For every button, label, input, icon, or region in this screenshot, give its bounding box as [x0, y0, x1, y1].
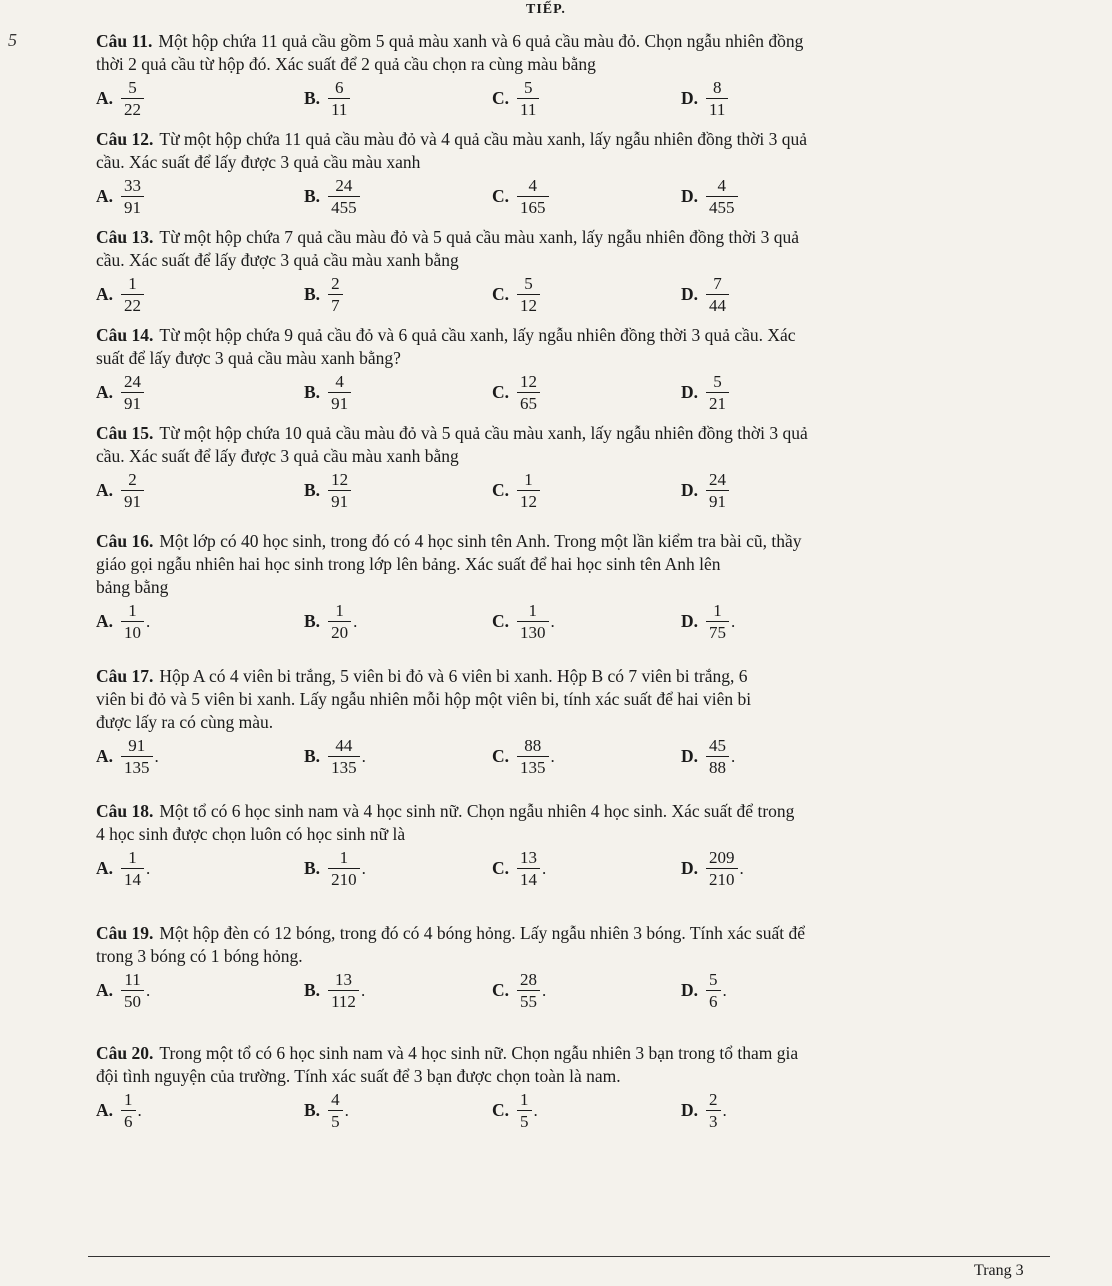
question-text [96, 30, 1046, 76]
option-letter: B. [304, 382, 321, 402]
numerator: 4 [528, 176, 538, 195]
question-15 [96, 422, 1046, 514]
fraction [121, 78, 144, 119]
question-text [96, 530, 1046, 599]
option-letter: C. [492, 858, 510, 878]
fraction [706, 736, 729, 777]
option-trailing-punct: . [722, 980, 727, 1000]
question-text [96, 922, 1046, 968]
fraction [328, 470, 351, 511]
numerator: 1 [335, 601, 344, 620]
option-trailing-punct: . [353, 611, 358, 631]
denominator: 91 [121, 490, 144, 511]
question-line: bảng bằng [96, 577, 169, 597]
option-letter: C. [492, 88, 510, 108]
option-a[interactable] [96, 470, 146, 511]
question-line: đội tình nguyện của trường. Tính xác suất để 3 bạn được chọn toàn là nam. [96, 1066, 621, 1086]
answer-options [96, 372, 1046, 416]
denominator: 10 [121, 621, 144, 642]
fraction [706, 274, 729, 315]
option-b[interactable] [304, 601, 357, 642]
question-number: Câu 20. [96, 1043, 154, 1063]
fraction [706, 601, 729, 642]
numerator: 88 [524, 736, 542, 755]
question-number: Câu 13. [96, 227, 154, 247]
question-12 [96, 128, 1046, 220]
option-letter: C. [492, 186, 510, 206]
denominator: 91 [706, 490, 729, 511]
denominator: 20 [328, 621, 351, 642]
numerator: 5 [128, 78, 137, 97]
fraction [328, 601, 351, 642]
fraction [706, 848, 738, 889]
numerator: 1 [524, 470, 533, 489]
option-a[interactable] [96, 176, 146, 217]
denominator: 14 [517, 868, 540, 889]
option-b[interactable] [304, 736, 366, 777]
option-b[interactable] [304, 470, 353, 511]
denominator: 50 [121, 990, 144, 1011]
option-letter: C. [492, 611, 510, 631]
denominator: 7 [328, 294, 343, 315]
option-a[interactable] [96, 78, 146, 119]
denominator: 44 [706, 294, 729, 315]
denominator: 3 [706, 1110, 721, 1131]
option-c[interactable] [492, 970, 546, 1011]
option-trailing-punct: . [550, 611, 555, 631]
numerator: 13 [335, 970, 352, 989]
fraction [121, 470, 144, 511]
denominator: 210 [328, 868, 360, 889]
fraction [517, 274, 540, 315]
option-letter: B. [304, 186, 321, 206]
numerator: 1 [128, 848, 137, 867]
option-letter: D. [681, 611, 699, 631]
answer-options [96, 601, 1046, 645]
question-20 [96, 1042, 1046, 1134]
fraction [517, 601, 549, 642]
fraction [517, 78, 539, 119]
option-trailing-punct: . [146, 858, 151, 878]
answer-options [96, 736, 1046, 780]
option-trailing-punct: . [146, 980, 151, 1000]
option-c[interactable] [492, 372, 542, 413]
option-trailing-punct: . [550, 746, 555, 766]
question-number: Câu 11. [96, 31, 153, 51]
numerator: 4 [331, 1090, 340, 1109]
numerator: 4 [717, 176, 727, 195]
numerator: 5 [709, 970, 718, 989]
denominator: 135 [121, 756, 153, 777]
fraction [121, 274, 144, 315]
denominator: 6 [121, 1110, 136, 1131]
option-trailing-punct: . [154, 746, 159, 766]
denominator: 75 [706, 621, 729, 642]
fraction [328, 1090, 343, 1131]
question-line: Trong một tổ có 6 học sinh nam và 4 học sinh nữ. Chọn ngẫu nhiên 3 bạn trong tổ tham gia [159, 1043, 799, 1063]
option-b[interactable] [304, 78, 352, 119]
option-letter: C. [492, 746, 510, 766]
denominator: 5 [517, 1110, 532, 1131]
question-line: trong 3 bóng có 1 bóng hỏng. [96, 946, 303, 966]
question-text [96, 422, 1046, 468]
question-line: Hộp A có 4 viên bi trắng, 5 viên bi đỏ và 6 viên bi xanh. Hộp B có 7 viên bi trắng, 6 [159, 666, 748, 686]
question-number: Câu 16. [96, 531, 154, 551]
option-a[interactable] [96, 970, 150, 1011]
option-letter: A. [96, 186, 114, 206]
question-text [96, 1042, 1046, 1088]
fraction [706, 470, 729, 511]
fraction [328, 970, 359, 1011]
fraction [517, 848, 540, 889]
option-trailing-punct: . [361, 858, 366, 878]
option-d[interactable] [681, 1090, 727, 1131]
option-trailing-punct: . [344, 1100, 349, 1120]
option-d[interactable] [681, 848, 744, 889]
question-line: được lấy ra có cùng màu. [96, 712, 274, 732]
question-line: cầu. Xác suất để lấy được 3 quả cầu màu xanh bằng [96, 446, 459, 466]
option-d[interactable] [681, 372, 731, 413]
numerator: 2 [709, 1090, 718, 1109]
numerator: 1 [520, 1090, 529, 1109]
option-trailing-punct: . [533, 1100, 538, 1120]
answer-options [96, 1090, 1046, 1134]
option-letter: B. [304, 88, 321, 108]
question-19 [96, 922, 1046, 1014]
option-d[interactable] [681, 176, 740, 217]
option-trailing-punct: . [542, 858, 547, 878]
option-a[interactable] [96, 848, 150, 889]
question-number: Câu 15. [96, 423, 154, 443]
option-trailing-punct: . [146, 611, 151, 631]
answer-options [96, 274, 1046, 318]
denominator: 11 [706, 98, 728, 119]
question-line: Một hộp chứa 11 quả cầu gồm 5 quả màu xanh và 6 quả cầu màu đỏ. Chọn ngẫu nhiên đồng [158, 31, 804, 51]
option-a[interactable] [96, 274, 146, 315]
numerator: 5 [524, 274, 533, 293]
numerator: 1 [339, 848, 349, 867]
option-b[interactable] [304, 970, 365, 1011]
question-number: Câu 14. [96, 325, 154, 345]
option-letter: B. [304, 858, 321, 878]
denominator: 14 [121, 868, 144, 889]
answer-options [96, 970, 1046, 1014]
question-text [96, 226, 1046, 272]
question-line: Một tổ có 6 học sinh nam và 4 học sinh nữ. Chọn ngẫu nhiên 4 học sinh. Xác suất để trong [159, 801, 795, 821]
question-14 [96, 324, 1046, 416]
option-letter: D. [681, 186, 699, 206]
question-line: cầu. Xác suất để lấy được 3 quả cầu màu xanh bằng [96, 250, 459, 270]
option-letter: C. [492, 1100, 510, 1120]
option-letter: D. [681, 980, 699, 1000]
denominator: 11 [328, 98, 350, 119]
numerator: 24 [335, 176, 353, 195]
option-b[interactable] [304, 176, 362, 217]
numerator: 12 [520, 372, 538, 391]
option-a[interactable] [96, 601, 150, 642]
question-line: Từ một hộp chứa 11 quả cầu màu đỏ và 4 quả cầu màu xanh, lấy ngẫu nhiên đồng thời 3 quả [159, 129, 808, 149]
numerator: 1 [128, 274, 137, 293]
numerator: 1 [128, 601, 137, 620]
question-line: Từ một hộp chứa 7 quả cầu màu đỏ và 5 quả cầu màu xanh, lấy ngẫu nhiên đồng thời 3 quả [159, 227, 799, 247]
option-letter: D. [681, 382, 699, 402]
numerator: 4 [335, 372, 344, 391]
question-line: 4 học sinh được chọn luôn có học sinh nữ là [96, 824, 406, 844]
option-d[interactable] [681, 470, 731, 511]
option-b[interactable] [304, 274, 345, 315]
fraction [121, 601, 144, 642]
question-11 [96, 30, 1046, 122]
option-letter: A. [96, 858, 114, 878]
numerator: 44 [335, 736, 353, 755]
denominator: 21 [706, 392, 729, 413]
answer-options [96, 848, 1046, 892]
page-number: Trang 3 [974, 1262, 1024, 1279]
option-trailing-punct: . [361, 746, 366, 766]
answer-options [96, 78, 1046, 122]
fraction [121, 848, 144, 889]
denominator: 22 [121, 98, 144, 119]
option-letter: A. [96, 746, 114, 766]
fraction [121, 372, 144, 413]
denominator: 455 [706, 196, 738, 217]
fraction [517, 176, 549, 217]
fraction [517, 470, 540, 511]
option-c[interactable] [492, 601, 555, 642]
fraction [328, 848, 360, 889]
denominator: 112 [328, 990, 359, 1011]
option-letter: A. [96, 382, 114, 402]
option-c[interactable] [492, 848, 546, 889]
option-letter: A. [96, 480, 114, 500]
numerator: 209 [709, 848, 735, 867]
fraction [517, 970, 540, 1011]
denominator: 135 [517, 756, 549, 777]
question-line: Một hộp đèn có 12 bóng, trong đó có 4 bóng hỏng. Lấy ngẫu nhiên 3 bóng. Tính xác suất để [159, 923, 805, 943]
denominator: 91 [121, 196, 144, 217]
numerator: 13 [520, 848, 538, 867]
fraction [706, 372, 729, 413]
denominator: 12 [517, 490, 540, 511]
option-d[interactable] [681, 601, 735, 642]
option-c[interactable] [492, 176, 551, 217]
fraction [121, 176, 144, 217]
question-line: suất để lấy được 3 quả cầu màu xanh bằng? [96, 348, 401, 368]
numerator: 1 [124, 1090, 133, 1109]
fraction [121, 970, 144, 1011]
fraction [517, 372, 540, 413]
question-text [96, 665, 1046, 734]
denominator: 91 [328, 490, 351, 511]
option-letter: A. [96, 611, 114, 631]
numerator: 28 [520, 970, 538, 989]
question-text [96, 128, 1046, 174]
numerator: 2 [331, 274, 340, 293]
option-letter: A. [96, 980, 114, 1000]
denominator: 88 [706, 756, 729, 777]
denominator: 165 [517, 196, 549, 217]
option-a[interactable] [96, 372, 146, 413]
fraction [328, 78, 350, 119]
numerator: 33 [124, 176, 142, 195]
fraction [328, 736, 360, 777]
numerator: 24 [709, 470, 727, 489]
denominator: 5 [328, 1110, 343, 1131]
option-b[interactable] [304, 848, 366, 889]
option-trailing-punct: . [722, 1100, 727, 1120]
question-line: Từ một hộp chứa 9 quả cầu đỏ và 6 quả cầu xanh, lấy ngẫu nhiên đồng thời 3 quả cầu. Xác [159, 325, 796, 345]
denominator: 12 [517, 294, 540, 315]
option-letter: D. [681, 480, 699, 500]
numerator: 45 [709, 736, 727, 755]
option-letter: B. [304, 1100, 321, 1120]
fraction [328, 372, 351, 413]
option-d[interactable] [681, 78, 730, 119]
numerator: 2 [128, 470, 137, 489]
fraction [121, 1090, 136, 1131]
fraction [706, 1090, 721, 1131]
fraction [328, 176, 360, 217]
option-letter: A. [96, 1100, 114, 1120]
option-d[interactable] [681, 736, 735, 777]
denominator: 91 [121, 392, 144, 413]
numerator: 7 [713, 274, 722, 293]
option-letter: D. [681, 284, 699, 304]
question-17 [96, 665, 1046, 780]
option-letter: B. [304, 480, 321, 500]
denominator: 22 [121, 294, 144, 315]
option-b[interactable] [304, 372, 353, 413]
denominator: 455 [328, 196, 360, 217]
fraction [517, 736, 549, 777]
numerator: 24 [124, 372, 142, 391]
numerator: 12 [331, 470, 349, 489]
question-16 [96, 530, 1046, 645]
numerator: 11 [124, 970, 141, 989]
option-letter: D. [681, 746, 699, 766]
option-letter: B. [304, 611, 321, 631]
option-a[interactable] [96, 736, 159, 777]
option-d[interactable] [681, 274, 731, 315]
numerator: 91 [128, 736, 146, 755]
option-c[interactable] [492, 274, 542, 315]
question-13 [96, 226, 1046, 318]
question-text [96, 324, 1046, 370]
denominator: 210 [706, 868, 738, 889]
denominator: 135 [328, 756, 360, 777]
margin-handwritten-mark: 5 [8, 30, 17, 50]
option-c[interactable] [492, 78, 541, 119]
question-line: Một lớp có 40 học sinh, trong đó có 4 học sinh tên Anh. Trong một lần kiểm tra bài cũ, thầy [159, 531, 802, 551]
fraction [706, 176, 738, 217]
option-trailing-punct: . [360, 980, 366, 1000]
option-c[interactable] [492, 736, 555, 777]
option-trailing-punct: . [731, 611, 736, 631]
option-c[interactable] [492, 470, 542, 511]
numerator: 6 [335, 78, 344, 97]
page-header: TIẾP. [526, 2, 566, 17]
question-number: Câu 18. [96, 801, 154, 821]
numerator: 5 [523, 78, 533, 97]
denominator: 130 [517, 621, 549, 642]
option-letter: C. [492, 284, 510, 304]
option-letter: C. [492, 980, 510, 1000]
fraction [706, 970, 721, 1011]
footer-divider [88, 1256, 1050, 1257]
option-trailing-punct: . [137, 1100, 142, 1120]
option-trailing-punct: . [739, 858, 744, 878]
question-number: Câu 12. [96, 129, 154, 149]
fraction [328, 274, 343, 315]
numerator: 1 [528, 601, 538, 620]
answer-options [96, 470, 1046, 514]
answer-options [96, 176, 1046, 220]
option-letter: B. [304, 980, 321, 1000]
option-letter: B. [304, 284, 321, 304]
question-text [96, 800, 1046, 846]
denominator: 6 [706, 990, 721, 1011]
numerator: 5 [713, 372, 722, 391]
option-trailing-punct: . [731, 746, 736, 766]
fraction [121, 736, 153, 777]
option-letter: D. [681, 88, 699, 108]
denominator: 11 [517, 98, 539, 119]
option-letter: C. [492, 480, 510, 500]
fraction [706, 78, 728, 119]
fraction [517, 1090, 532, 1131]
question-number: Câu 19. [96, 923, 154, 943]
option-c[interactable] [492, 1090, 538, 1131]
question-line: thời 2 quả cầu từ hộp đó. Xác suất để 2 quả cầu chọn ra cùng màu bằng [96, 54, 596, 74]
option-letter: D. [681, 858, 699, 878]
question-number: Câu 17. [96, 666, 154, 686]
question-line: Từ một hộp chứa 10 quả cầu màu đỏ và 5 quả cầu màu xanh, lấy ngẫu nhiên đồng thời 3 quả [159, 423, 808, 443]
option-letter: B. [304, 746, 321, 766]
numerator: 8 [712, 78, 722, 97]
question-line: giáo gọi ngẫu nhiên hai học sinh trong lớp lên bảng. Xác suất để hai học sinh tên Anh lên [96, 554, 721, 574]
denominator: 55 [517, 990, 540, 1011]
question-18 [96, 800, 1046, 892]
option-letter: A. [96, 88, 114, 108]
option-a[interactable] [96, 1090, 142, 1131]
option-letter: A. [96, 284, 114, 304]
denominator: 65 [517, 392, 540, 413]
denominator: 91 [328, 392, 351, 413]
numerator: 1 [713, 601, 722, 620]
question-line: cầu. Xác suất để lấy được 3 quả cầu màu xanh [96, 152, 421, 172]
question-line: viên bi đỏ và 5 viên bi xanh. Lấy ngẫu nhiên mỗi hộp một viên bi, tính xác suất để hai viên bi [96, 689, 752, 709]
option-trailing-punct: . [542, 980, 547, 1000]
option-d[interactable] [681, 970, 727, 1011]
option-letter: C. [492, 382, 510, 402]
option-b[interactable] [304, 1090, 349, 1131]
option-letter: D. [681, 1100, 699, 1120]
